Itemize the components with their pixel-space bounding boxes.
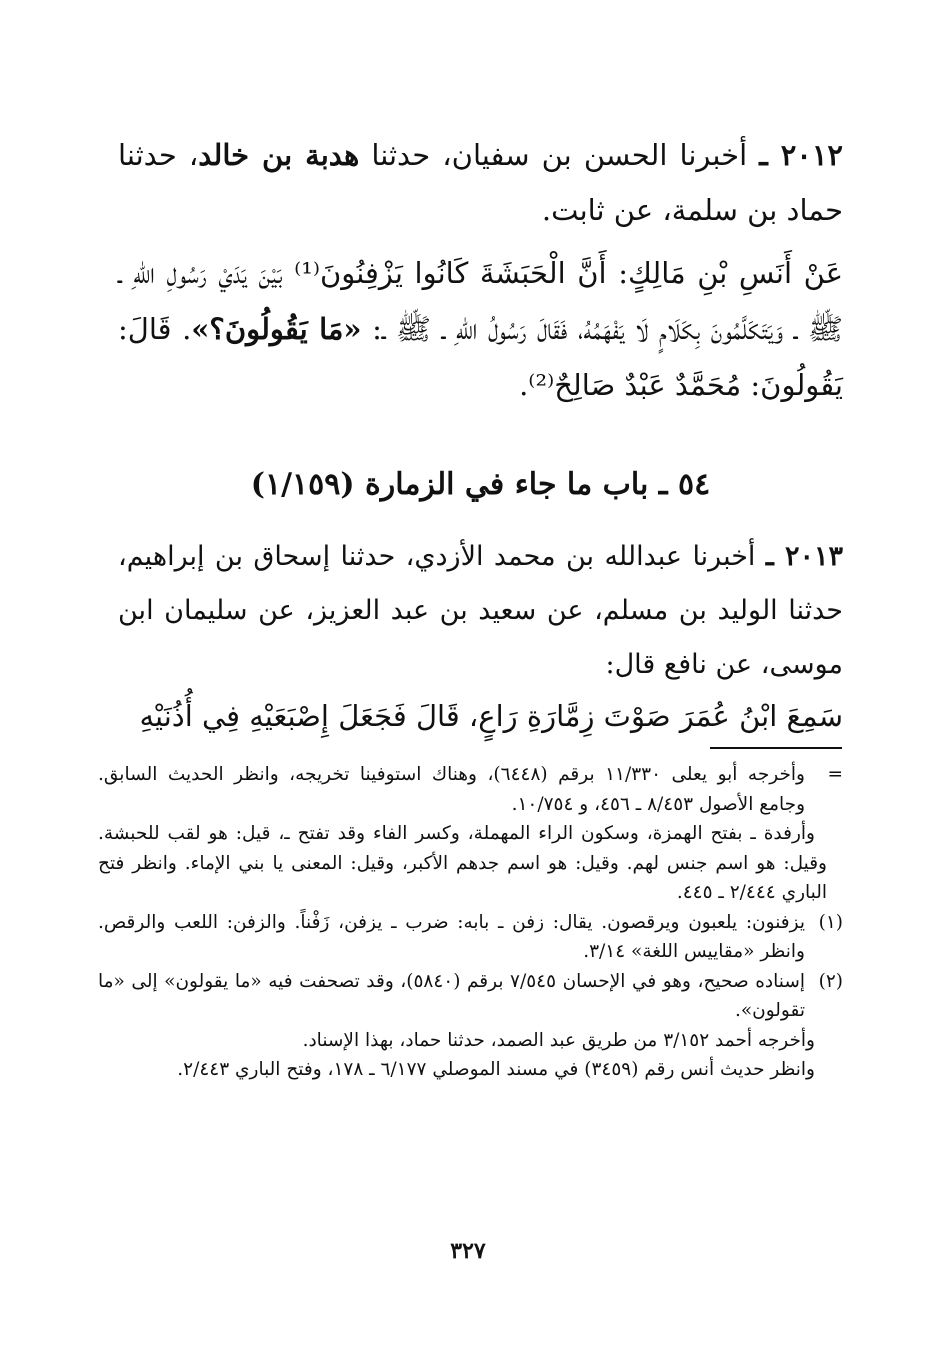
isnad-text-continued: ، حدثنا حماد بن سلمة، عن ثابت. xyxy=(118,138,843,227)
hadith-2012-matn xyxy=(118,245,843,413)
footnote-marker: (١) xyxy=(818,911,843,933)
footnote-text: إسناده صحيح، وهو في الإحسان ٧/٥٤٥ برقم (٥٨٤٠)، وقد تصحفت فيه «ما يقولون» إلى «ما تقولون». xyxy=(98,970,805,1021)
continuation-marker: = xyxy=(827,764,843,785)
footnote-arfida: وأرفدة ـ بفتح الهمزة، وسكون الراء المهملة، وكسر الفاء وقد تفتح ـ، قيل: هو لقب للحبشة. وقيل: هو اسم جنس لهم. وقيل: هو اسم جدهم الأكبر، وقيل: المعنى يا بني الإماء. وانظر فتح الباري ٢/٤٤٤ ـ ٤٤٥. xyxy=(98,823,827,903)
footnote-text: يزفنون: يلعبون ويرقصون. يقال: زفن ـ بابه: ضرب ـ يزفن، زَفْناً. والزفن: اللعب والرقص. وانظر «مقاييس اللغة» ٣/١٤. xyxy=(98,911,805,962)
matn-text: عَنْ أَنَسِ بْنِ مَالِكٍ: أَنَّ الْحَبَشَةَ كَانُوا يَزْفِنُونَ⁽¹⁾ بَيْنَ يَدَيْ رَسُولِ اللهِ ـ ﷺ ـ وَيَتَكَلَّمُونَ بِكَلَامٍ لَا يَفْهَمُهُ، فَقَالَ رَسُولُ اللهِ ـ ﷺ ـ: xyxy=(118,256,843,346)
footnote-marker: (٢) xyxy=(818,970,843,992)
footnote-2-ahmad: وأخرجه أحمد ٣/١٥٢ من طريق عبد الصمد، حدثنا حماد، بهذا الإسناد. xyxy=(302,1029,815,1051)
chapter-heading: ٥٤ ـ باب ما جاء في الزمارة (١/١٥٩) xyxy=(250,467,711,502)
footnote-divider xyxy=(710,747,842,749)
hadith-2012-isnad xyxy=(118,128,843,238)
matn-quote: «مَا يَقُولُونَ؟» xyxy=(191,312,362,346)
isnad-text: أخبرنا الحسن بن سفيان، حدثنا xyxy=(359,138,760,172)
hadith-2013-isnad xyxy=(118,530,843,692)
narrator-name: هدبة بن خالد xyxy=(198,138,360,172)
isnad-text: أخبرنا عبدالله بن محمد الأزدي، حدثنا إسحاق بن إبراهيم، حدثنا الوليد بن مسلم، عن سعيد بن عبد العزيز، عن سليمان ابن موسى، عن نافع قال: xyxy=(118,541,843,680)
footnotes-section xyxy=(98,760,843,1085)
footnote-continuation xyxy=(98,760,843,819)
footnote-2 xyxy=(98,967,843,1026)
footnote-1 xyxy=(98,908,843,967)
footnote-2-anas: وانظر حديث أنس رقم (٣٤٥٩) في مسند الموصلي ٦/١٧٧ ـ ١٧٨، وفتح الباري ٢/٤٤٣. xyxy=(177,1059,815,1080)
hadith-2013-matn: سَمِعَ ابْنُ عُمَرَ صَوْتَ زِمَّارَةِ رَاعٍ، قَالَ فَجَعَلَ إِصْبَعَيْهِ فِي أُذُنَيْهِ xyxy=(139,699,843,733)
hadith-number: ٢٠١٣ ـ xyxy=(765,541,843,572)
page-number: ٣٢٧ xyxy=(450,1238,486,1264)
matn-text-continued: . قَالَ: يَقُولُونَ: مُحَمَّدٌ عَبْدٌ صَالِحٌ⁽²⁾. xyxy=(118,312,843,402)
footnote-text: وأخرجه أبو يعلى ١١/٣٣٠ برقم (٦٤٤٨)، وهناك استوفينا تخريجه، وانظر الحديث السابق. وجامع الأصول ٨/٤٥٣ ـ ٤٥٦، و ١٠/٧٥٤. xyxy=(98,764,805,815)
hadith-number: ٢٠١٢ ـ xyxy=(759,138,844,172)
